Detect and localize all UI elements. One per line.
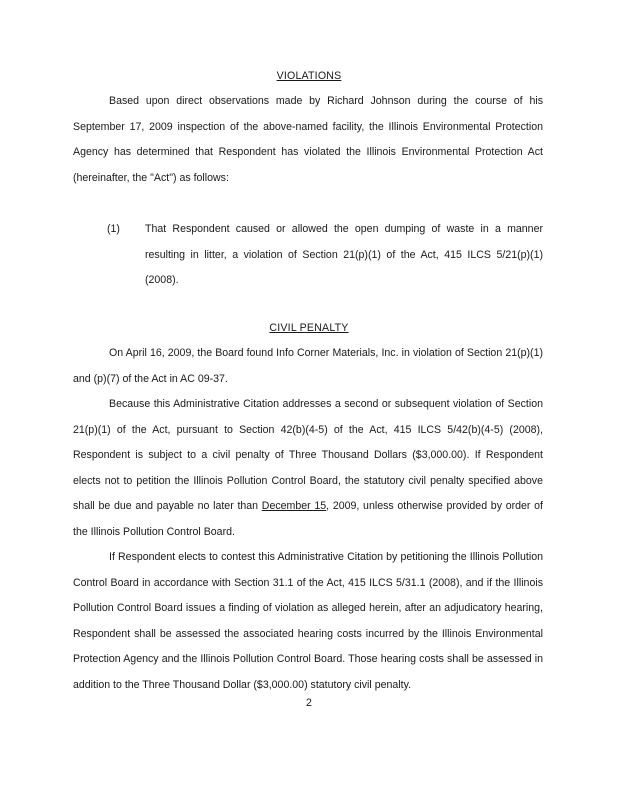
paragraph-2-text-after: , 2009, unless otherwise provided by order of the Illinois Pollution Control Board. — [73, 500, 544, 538]
civil-penalty-heading: CIVIL PENALTY — [269, 322, 349, 334]
violation-item-text: That Respondent caused or allowed the open dumping of waste in a manner resulting in litter, a violation of Section 21(p)(1) of the Act, 415 ILCS 5/21(p)(1) (2008). — [145, 223, 543, 286]
paragraph-2-text-before: Because this Administrative Citation addresses a second or subsequent violation of Section 21(p)(1) of the Act, pursuant to Section 42(b)(4-5) of the Act, 415 ILCS 5/42(b)(4-5) (2008), Respondent is subject to a civil penalty of Three Thousand Dollars ($3,000.00). If Respondent elects not to petition the Illinois Pollution Control Board, the statutory civil penalty specified above shall be due and payable no later than — [73, 398, 543, 512]
violations-intro-paragraph: Based upon direct observations made by Richard Johnson during the course of his September 17, 2009 inspection of the above-named facility, the Illinois Environmental Protection Agency has determined that Respondent has violated the Illinois Environmental Protection Act (hereinafter, the "Act") as follows: — [73, 95, 543, 184]
page-number: 2 — [306, 697, 312, 709]
civil-penalty-paragraph-2 — [73, 392, 543, 545]
civil-penalty-paragraph-3: If Respondent elects to contest this Administrative Citation by petitioning the Illinois Pollution Control Board in accordance with Section 31.1 of the Act, 415 ILCS 5/31.1 (2008), and if the Illinois Pollution Control Board issues a finding of violation as alleged herein, after an adjudicatory hearing, Respondent shall be assessed the associated hearing costs incurred by the Illinois Environmental Protection Agency and the Illinois Pollution Control Board. Those hearing costs shall be assessed in addition to the Three Thousand Dollar ($3,000.00) statutory civil penalty. — [73, 551, 543, 691]
due-date: December 15 — [261, 500, 327, 512]
civil-penalty-paragraph-1: On April 16, 2009, the Board found Info Corner Materials, Inc. in violation of Section 21(p)(1) and (p)(7) of the Act in AC 09-37. — [73, 347, 543, 385]
violation-item-number: (1) — [107, 223, 120, 235]
violations-heading: VIOLATIONS — [276, 70, 342, 82]
